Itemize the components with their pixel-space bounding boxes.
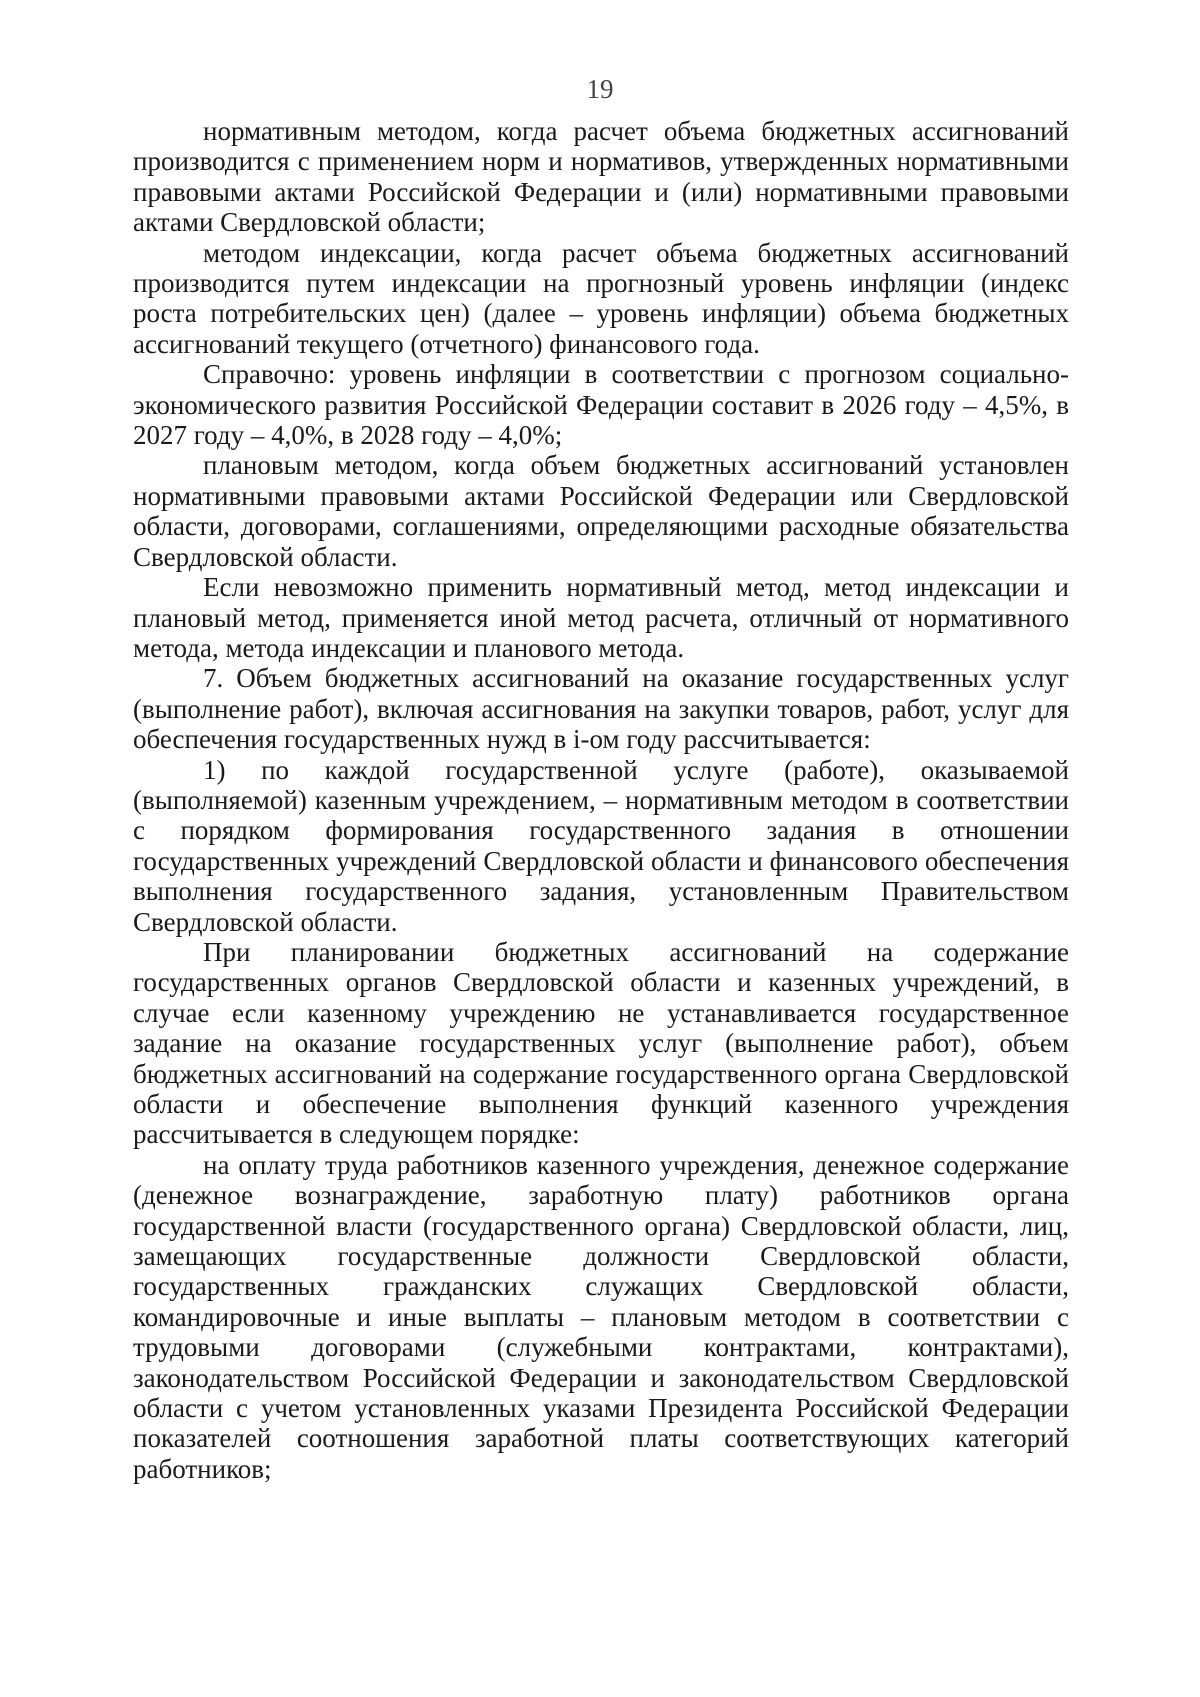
page-number: 19 xyxy=(586,74,614,104)
document-body xyxy=(133,116,1069,1484)
paragraph-subitem-1: 1) по каждой государственной услуге (работе), оказываемой (выполняемой) казенным учреждением, – нормативным методом в соответствии с порядком формирования государственного задания в отношении государственных учреждений Свердловской области и финансового обеспечения выполнения государственного задания, установленным Правительством Свердловской области. xyxy=(133,754,1069,937)
paragraph-labor-payment: на оплату труда работников казенного учреждения, денежное содержание (денежное вознаграждение, заработную плату) работников органа государственной власти (государственного органа) Свердловской области, лиц, замещающих государственные должности Свердловской области, государственных гражданских служащих Свердловской области, командировочные и иные выплаты – плановым методом в соответствии с трудовыми договорами (служебными контрактами, контрактами), законодательством Российской Федерации и законодательством Свердловской области с учетом установленных указами Президента Российской Федерации показателей соотношения заработной платы соответствующих категорий работников; xyxy=(133,1149,1069,1484)
paragraph-planned-method: плановым методом, когда объем бюджетных ассигнований установлен нормативными правовыми актами Российской Федерации или Свердловской области, договорами, соглашениями, определяющими расходные обязательства Свердловской области. xyxy=(133,450,1069,572)
paragraph-inflation-reference: Справочно: уровень инфляции в соответствии с прогнозом социально-экономического развития Российской Федерации составит в 2026 году – 4,5%, в 2027 году – 4,0%, в 2028 году – 4,0%; xyxy=(133,359,1069,451)
paragraph-indexation-method: методом индексации, когда расчет объема бюджетных ассигнований производится путем индексации на прогнозный уровень инфляции (индекс роста потребительских цен) (далее – уровень инфляции) объема бюджетных ассигнований текущего (отчетного) финансового года. xyxy=(133,237,1069,359)
paragraph-other-method: Если невозможно применить нормативный метод, метод индексации и плановый метод, применяется иной метод расчета, отличный от нормативного метода, метода индексации и планового метода. xyxy=(133,572,1069,663)
paragraph-planning-allocations: При планировании бюджетных ассигнований на содержание государственных органов Свердловской области и казенных учреждений, в случае если казенному учреждению не устанавливается государственное задание на оказание государственных услуг (выполнение работ), объем бюджетных ассигнований на содержание государственного органа Свердловской области и обеспечение выполнения функций казенного учреждения рассчитывается в следующем порядке: xyxy=(133,936,1069,1150)
paragraph-normative-method: нормативным методом, когда расчет объема бюджетных ассигнований производится с применением норм и нормативов, утвержденных нормативными правовыми актами Российской Федерации и (или) нормативными правовыми актами Свердловской области; xyxy=(133,116,1069,238)
paragraph-item-7: 7. Объем бюджетных ассигнований на оказание государственных услуг (выполнение работ), включая ассигнования на закупки товаров, работ, услуг для обеспечения государственных нужд в i-ом году рассчитывается: xyxy=(133,663,1069,755)
